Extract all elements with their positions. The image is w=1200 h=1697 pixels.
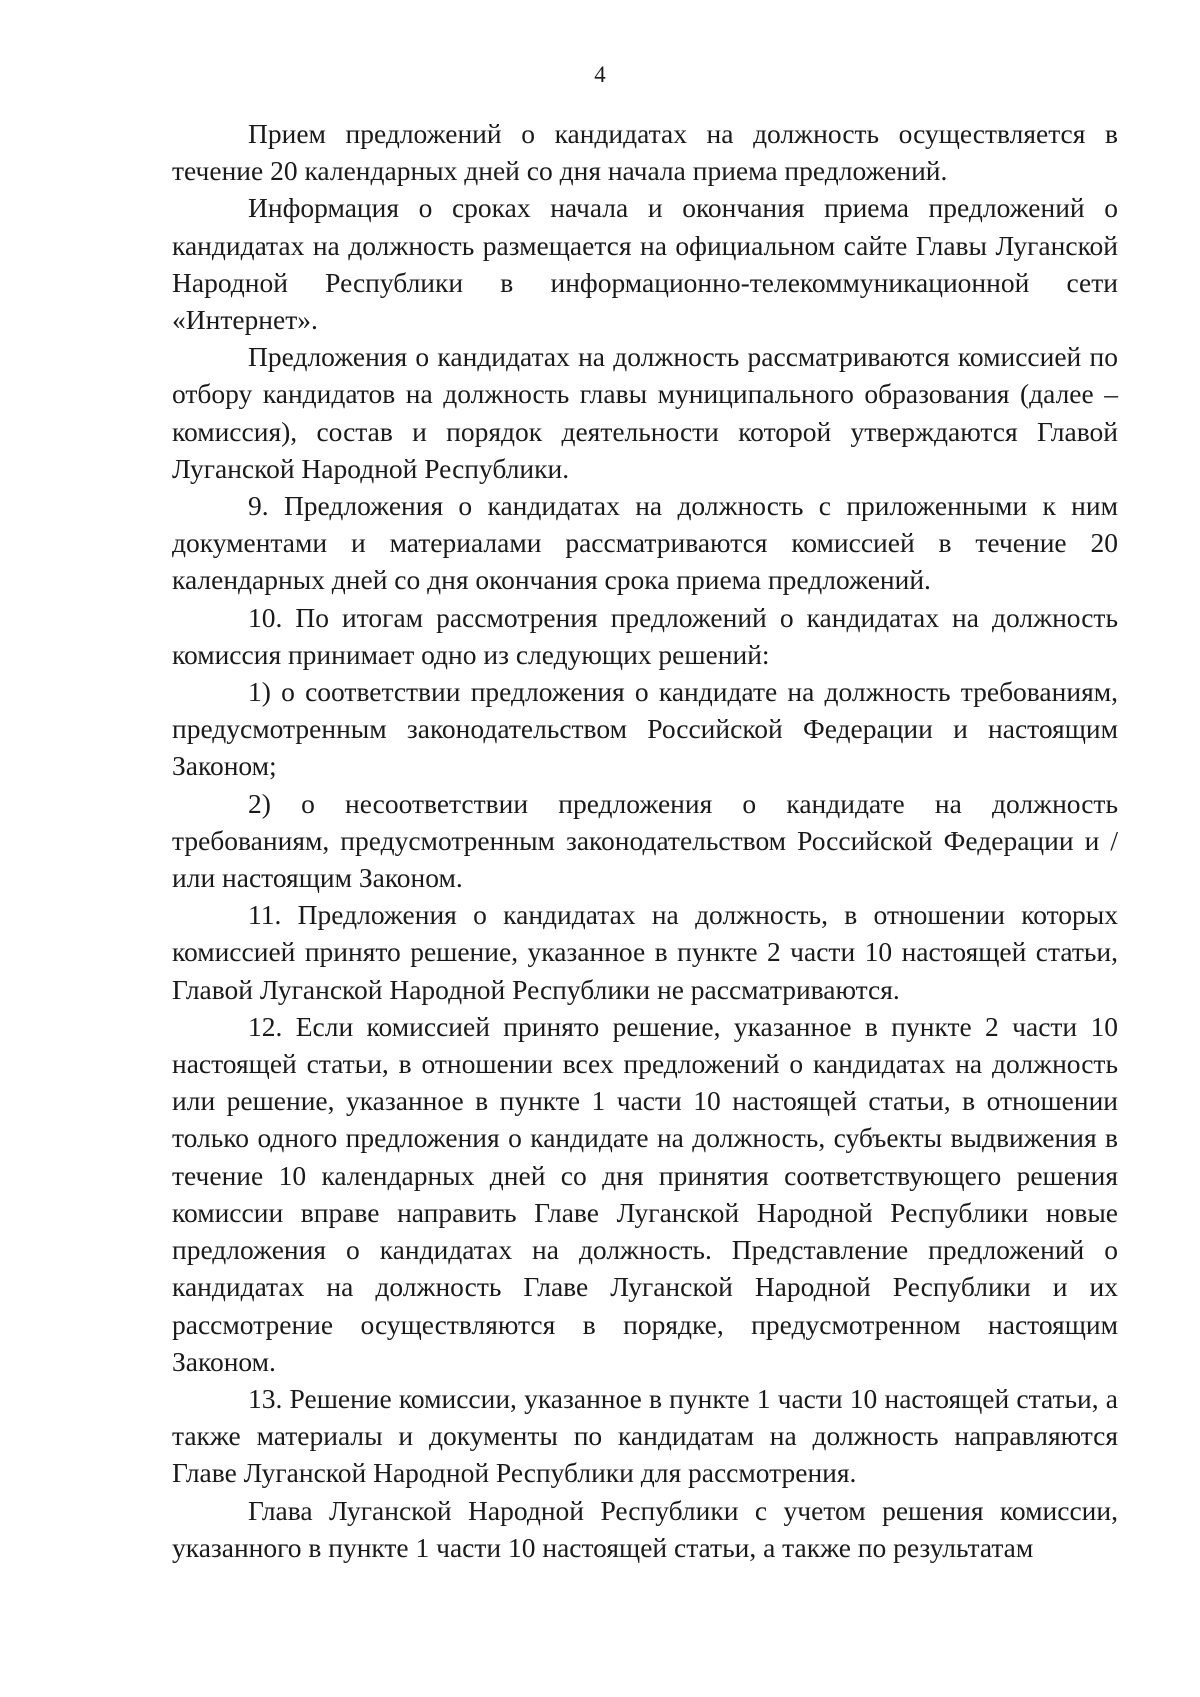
paragraph-item-13: 13. Решение комиссии, указанное в пункте 1 части 10 настоящей статьи, а также материалы и документы по кандидатам на должность направляются Главе Луганской Народной Республики для рассмотрения. [172,1382,1118,1489]
paragraph-commission: Предложения о кандидатах на должность рассматриваются комиссией по отбору кандидатов на должность главы муниципального образования (далее – комиссия), состав и порядок деятельности которой утверждаются Главой Луганской Народной Республики. [172,341,1118,484]
paragraph-subitem-2: 2) о несоответствии предложения о кандидате на должность требованиям, предусмотренным законодательством Российской Федерации и / или настоящим Законом. [172,787,1118,894]
paragraph-intake-info: Информация о сроках начала и окончания приема предложений о кандидатах на должность размещается на официальном сайте Главы Луганской Народной Республики в информационно-телекоммуникационной сети «Интернет». [172,192,1118,336]
paragraph-head-decision: Глава Луганской Народной Республики с учетом решения комиссии, указанного в пункте 1 части 10 настоящей статьи, а также по результатам [172,1494,1118,1563]
page-number: 4 [594,62,606,87]
paragraph-intake-period: Прием предложений о кандидатах на должность осуществляется в течение 20 календарных дней со дня начала приема предложений. [172,118,1118,187]
paragraph-item-10: 10. По итогам рассмотрения предложений о кандидатах на должность комиссия принимает одно из следующих решений: [172,601,1118,670]
paragraph-subitem-1: 1) о соответствии предложения о кандидате на должность требованиям, предусмотренным законодательством Российской Федерации и настоящим Законом; [172,676,1118,782]
paragraph-item-11: 11. Предложения о кандидатах на должность, в отношении которых комиссией принято решение, указанное в пункте 2 части 10 настоящей статьи, Главой Луганской Народной Республики не рассматриваются. [172,899,1118,1005]
paragraph-item-12: 12. Если комиссией принято решение, указанное в пункте 2 части 10 настоящей статьи, в отношении всех предложений о кандидатах на должность или решение, указанное в пункте 1 части 10 настоящей статьи, в отношении только одного предложения о кандидате на должность, субъекты выдвижения в течение 10 календарных дней со дня принятия соответствующего решения комиссии вправе направить Главе Луганской Народной Республики новые предложения о кандидатах на должность. Представление предложений о кандидатах на должность Главе Луганской Народной Республики и их рассмотрение осуществляются в порядке, предусмотренном настоящим Законом. [172,1010,1118,1377]
document-body [172,115,1118,1566]
paragraph-item-9: 9. Предложения о кандидатах на должность с приложенными к ним документами и материалами рассматриваются комиссией в течение 20 календарных дней со дня окончания срока приема предложений. [172,490,1118,596]
